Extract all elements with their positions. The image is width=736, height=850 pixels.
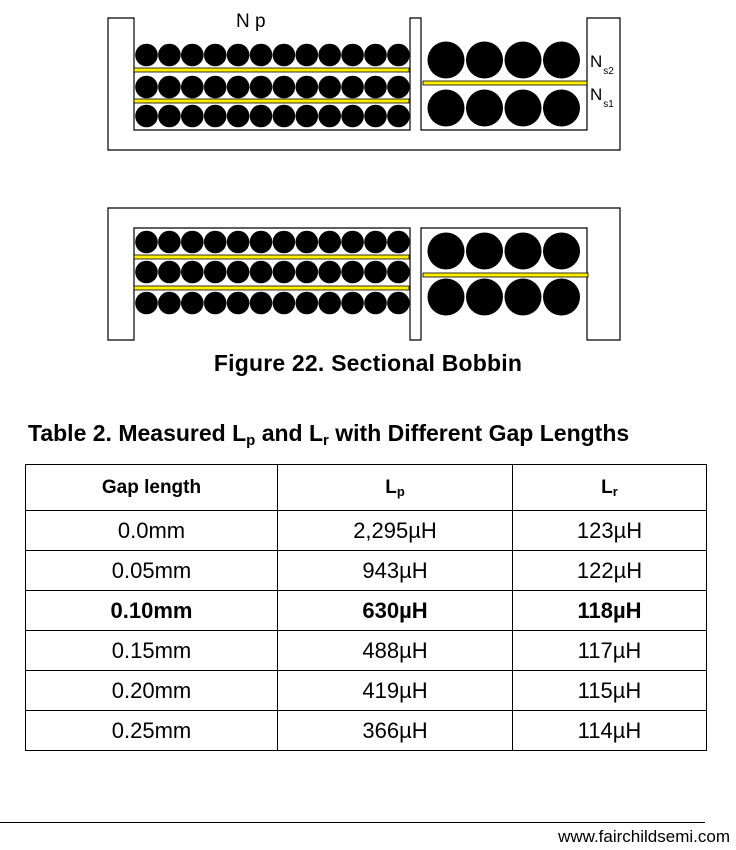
primary-wire — [341, 44, 364, 67]
header-gap-length: Gap length — [26, 465, 278, 511]
primary-wire — [273, 292, 296, 315]
primary-wire — [273, 76, 296, 99]
cell-lp: 2,295µH — [278, 511, 513, 551]
primary-wire — [227, 105, 250, 128]
primary-wire — [364, 231, 387, 254]
header-lp: $L_p$ — [278, 465, 513, 511]
secondary-wire — [466, 42, 503, 79]
cell-lr: 118µH — [513, 591, 707, 631]
table-row — [26, 671, 707, 711]
primary-wire — [250, 261, 273, 284]
primary-wire — [181, 261, 204, 284]
secondary-wire — [428, 90, 465, 127]
primary-wire — [364, 76, 387, 99]
primary-wire — [387, 261, 410, 284]
primary-wire — [158, 105, 181, 128]
cell-lr: 122µH — [513, 551, 707, 591]
footer-url: www.fairchildsemi.com — [558, 827, 730, 846]
primary-wire — [250, 76, 273, 99]
secondary-wire — [428, 42, 465, 79]
insulation-tape — [423, 273, 588, 277]
primary-winding-top — [135, 44, 410, 128]
primary-wire — [158, 292, 181, 315]
cell-gap: 0.0mm — [26, 511, 278, 551]
primary-wire — [341, 231, 364, 254]
primary-wire — [387, 292, 410, 315]
primary-wire — [227, 292, 250, 315]
primary-wire — [296, 44, 319, 67]
primary-wire — [273, 105, 296, 128]
cell-gap: 0.10mm — [26, 591, 278, 631]
primary-wire — [364, 105, 387, 128]
primary-wire — [318, 105, 341, 128]
primary-wire — [250, 105, 273, 128]
primary-wire — [387, 231, 410, 254]
ns2-label: $N_{s2}$ — [590, 52, 614, 77]
figure-caption: Figure 22. Sectional Bobbin — [213, 350, 523, 376]
cell-gap: 0.05mm — [26, 551, 278, 591]
primary-wire — [318, 231, 341, 254]
secondary-wire — [428, 279, 465, 316]
primary-wire — [273, 261, 296, 284]
insulation-tape — [423, 81, 587, 85]
primary-wire — [135, 105, 158, 128]
secondary-wire — [505, 233, 542, 270]
primary-wire — [296, 76, 319, 99]
primary-wire — [227, 231, 250, 254]
primary-wire — [135, 292, 158, 315]
primary-wire — [296, 105, 319, 128]
primary-wire — [135, 76, 158, 99]
table-row — [26, 711, 707, 751]
footer-rule — [0, 822, 705, 823]
np-label: N p — [236, 11, 266, 32]
cell-lr: 114µH — [513, 711, 707, 751]
primary-wire — [135, 261, 158, 284]
cell-gap: 0.20mm — [26, 671, 278, 711]
primary-wire — [341, 292, 364, 315]
primary-wire — [273, 231, 296, 254]
cell-lp: 943µH — [278, 551, 513, 591]
primary-wire — [181, 105, 204, 128]
primary-wire — [296, 261, 319, 284]
primary-wire — [250, 231, 273, 254]
cell-lp: 488µH — [278, 631, 513, 671]
secondary-wire — [466, 233, 503, 270]
primary-wire — [318, 76, 341, 99]
primary-wire — [250, 292, 273, 315]
primary-wire — [135, 231, 158, 254]
primary-wire — [318, 261, 341, 284]
primary-wire — [387, 105, 410, 128]
primary-wire — [227, 76, 250, 99]
cell-lp: 366µH — [278, 711, 513, 751]
insulation-tape — [134, 255, 409, 259]
secondary-wire — [428, 233, 465, 270]
cell-lr: 115µH — [513, 671, 707, 711]
secondary-wire — [505, 42, 542, 79]
primary-wire — [296, 231, 319, 254]
table-row — [26, 511, 707, 551]
insulation-tape — [134, 286, 409, 290]
primary-wire — [204, 292, 227, 315]
primary-wire — [318, 292, 341, 315]
cell-gap: 0.25mm — [26, 711, 278, 751]
secondary-wire — [466, 90, 503, 127]
primary-wire — [158, 76, 181, 99]
cell-lr: 123µH — [513, 511, 707, 551]
sectional-bobbin-diagram — [0, 0, 736, 345]
table-row-highlighted — [26, 591, 707, 631]
primary-wire — [341, 261, 364, 284]
primary-wire — [341, 105, 364, 128]
primary-wire — [181, 76, 204, 99]
secondary-wire — [505, 90, 542, 127]
table-header-row — [26, 465, 707, 511]
primary-wire — [227, 261, 250, 284]
secondary-wire — [543, 279, 580, 316]
primary-wire — [181, 292, 204, 315]
primary-wire — [273, 44, 296, 67]
primary-wire — [387, 76, 410, 99]
primary-wire — [204, 231, 227, 254]
insulation-tape — [134, 99, 409, 103]
ns1-label: $N_{s1}$ — [590, 85, 614, 110]
header-lr: $L_r$ — [513, 465, 707, 511]
primary-wire — [158, 261, 181, 284]
primary-wire — [364, 261, 387, 284]
table-row — [26, 551, 707, 591]
primary-wire — [204, 76, 227, 99]
cell-gap: 0.15mm — [26, 631, 278, 671]
primary-wire — [204, 105, 227, 128]
secondary-wire — [466, 279, 503, 316]
primary-wire — [364, 44, 387, 67]
primary-winding-bottom — [135, 231, 410, 315]
primary-wire — [204, 261, 227, 284]
table-row — [26, 631, 707, 671]
primary-wire — [158, 231, 181, 254]
primary-wire — [181, 231, 204, 254]
inductance-table — [25, 464, 707, 751]
primary-wire — [158, 44, 181, 67]
cell-lp: 630µH — [278, 591, 513, 631]
primary-wire — [135, 44, 158, 67]
cell-lp: 419µH — [278, 671, 513, 711]
primary-wire — [387, 44, 410, 67]
cell-lr: 117µH — [513, 631, 707, 671]
table-caption: Table 2. Measured $L_p$ and $L_r$ with Different Gap Lengths — [28, 420, 630, 449]
secondary-wire — [505, 279, 542, 316]
primary-wire — [227, 44, 250, 67]
primary-wire — [181, 44, 204, 67]
primary-wire — [364, 292, 387, 315]
secondary-wire — [543, 42, 580, 79]
secondary-wire — [543, 90, 580, 127]
secondary-wire — [543, 233, 580, 270]
primary-wire — [250, 44, 273, 67]
primary-wire — [318, 44, 341, 67]
primary-wire — [204, 44, 227, 67]
primary-wire — [296, 292, 319, 315]
primary-wire — [341, 76, 364, 99]
insulation-tape — [134, 68, 409, 72]
